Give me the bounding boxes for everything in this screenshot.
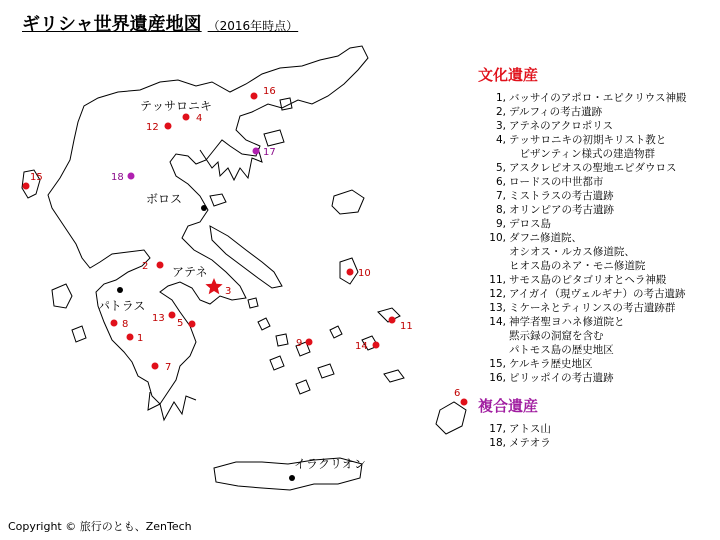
site-dot-15 [23,183,30,190]
site-number-14: 14 [355,341,368,352]
legend-item [478,231,718,273]
legend-item [478,133,718,161]
site-number-3: 3 [225,286,232,297]
legend-item [478,422,718,436]
legend-item-number: 7, [495,190,506,202]
site-number-7: 7 [165,362,172,373]
legend-item-text: サモス島のピタゴリオとヘラ神殿 [509,274,667,286]
site-number-11: 11 [400,321,413,332]
site-number-4: 4 [196,113,203,124]
legend-item-text: アスクレピオスの聖地エピダウロス [509,162,677,174]
site-number-9: 9 [296,338,303,349]
site-number-5: 5 [177,318,184,329]
site-number-8: 8 [122,319,129,330]
legend-item [478,217,718,231]
legend-culture-list [478,91,718,385]
site-dot-12 [165,123,172,130]
legend-item-number: 6, [495,176,506,188]
legend-item-text: ダフニ修道院、 オシオス・ルカス修道院、 ヒオス島のネア・モニ修道院 [509,232,646,272]
legend-item-text: デルフィの考古遺跡 [509,106,603,118]
copyright-text: Copyright © 旅行のとも、ZenTech [8,520,192,533]
kos [384,370,404,382]
legend-item [478,301,718,315]
athens-star-icon [205,278,222,294]
title-year: （2016年時点） [207,19,299,33]
cyclades [248,298,342,394]
legend-item-number: 2, [495,106,506,118]
site-dot-17 [253,148,260,155]
site-number-17: 17 [263,147,276,158]
peloponnese-south [148,392,196,420]
legend-item-number: 18, [489,437,506,449]
legend-heading-culture: 文化遺産 [478,66,539,84]
legend-item [478,357,718,371]
legend-item-text: ミケーネとティリンスの考古遺跡群 [509,302,676,314]
site-dot-13 [169,312,176,319]
site-number-10: 10 [358,268,371,279]
title-text: ギリシャ世界遺産地図 [22,14,202,35]
legend-item-text: メテオラ [509,437,551,449]
site-dot-11 [389,317,396,324]
legend-panel [478,64,718,450]
legend-item-number: 10, [489,232,506,244]
limnos [264,130,284,146]
city-dot-heraklion [289,475,295,481]
legend-item-text: デロス島 [509,218,551,230]
legend-item-text: アテネのアクロポリス [509,120,614,132]
legend-item-number: 4, [495,134,506,146]
site-number-1: 1 [137,333,144,344]
legend-item-number: 17, [489,423,506,435]
site-dot-7 [152,363,159,370]
legend-item [478,91,718,105]
site-dot-10 [347,269,354,276]
legend-item-number: 5, [495,162,506,174]
city-label-heraklion: イラクリオン [294,457,366,471]
site-number-13: 13 [152,313,165,324]
zakynthos [72,326,86,342]
city-label-volos: ボロス [146,192,183,206]
site-number-15: 15 [30,172,43,183]
site-dot-4 [183,114,190,121]
legend-item-text: ミストラスの考古遺跡 [509,190,614,202]
legend-item [478,436,718,450]
legend-item [478,273,718,287]
sporades [210,194,226,206]
legend-item [478,203,718,217]
legend-item-text: ピリッポイの考古遺跡 [509,372,614,384]
site-dot-9 [306,339,313,346]
legend-item [478,119,718,133]
site-number-18: 18 [111,172,124,183]
euboea [210,226,282,288]
legend-item-text: バッサイのアポロ・エピクリウス神殿 [509,92,687,104]
legend-item-text: アイガイ（現ヴェルギナ）の考古遺跡 [509,288,686,300]
legend-item-number: 9, [495,218,506,230]
legend-heading-mixed: 複合遺産 [478,397,539,415]
site-dot-14 [373,342,380,349]
site-dot-2 [157,262,164,269]
legend-item-number: 14, [489,316,506,328]
legend-item-number: 15, [489,358,506,370]
rhodes [436,402,466,434]
legend-item-text: ロードスの中世都市 [509,176,604,188]
site-dot-8 [111,320,118,327]
legend-item-text: テッサロニキの初期キリスト教と ビザンティン様式の建造物群 [509,134,667,160]
legend-mixed-list [478,422,718,450]
legend-item [478,287,718,301]
city-label-thessaloniki: テッサロニキ [140,99,213,113]
legend-item-number: 11, [489,274,506,286]
legend-item-number: 12, [489,288,506,300]
site-number-6: 6 [454,388,461,399]
chalkidiki [200,148,262,180]
kefalonia [52,284,72,308]
legend-item-text: オリンピアの考古遺跡 [509,204,614,216]
legend-item-text: ケルキラ歴史地区 [509,358,593,370]
site-number-16: 16 [263,86,276,97]
site-dot-18 [128,173,135,180]
legend-item-number: 8, [495,204,506,216]
lesbos [332,190,364,214]
legend-item-number: 1, [495,92,506,104]
city-label-athens: アテネ [172,265,208,279]
legend-item-number: 3, [495,120,506,132]
legend-item [478,175,718,189]
site-number-12: 12 [146,122,159,133]
city-dots [117,205,295,481]
city-dot-patras [117,287,123,293]
legend-item-text: 神学者聖ヨハネ修道院と 黙示録の洞窟を含む パトモス島の歴史地区 [509,316,625,356]
legend-item-text: アトス山 [509,423,551,435]
site-dot-6 [461,399,468,406]
legend-item [478,189,718,203]
legend-item [478,105,718,119]
legend-item [478,371,718,385]
site-dot-16 [251,93,258,100]
site-number-2: 2 [142,261,149,272]
site-dot-1 [127,334,134,341]
city-label-patras: パトラス [98,299,146,313]
legend-item-number: 13, [489,302,506,314]
site-dot-5 [189,321,196,328]
legend-item [478,315,718,357]
city-dot-volos [201,205,207,211]
coastlines [22,46,466,490]
legend-item [478,161,718,175]
legend-item-number: 16, [489,372,506,384]
